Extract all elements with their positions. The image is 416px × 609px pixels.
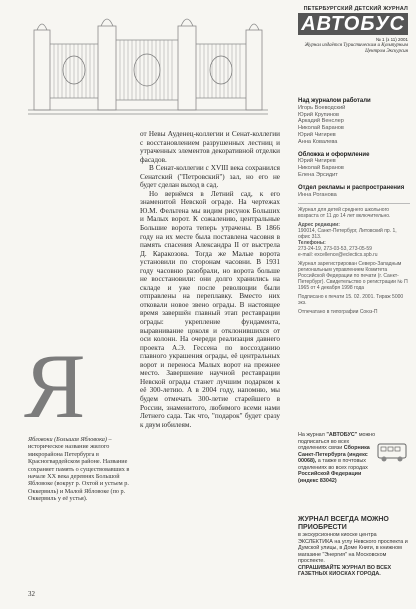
subscription-text: можно подписаться во всех отделениях связи bbox=[298, 432, 376, 451]
subscription-magazine-name: "АВТОБУС" bbox=[326, 432, 358, 438]
article-paragraph: от Невы Ауденец-коллегии и Сенат-коллегии с восстановлением разрушенных лестниц и утраченных элементов декоративной отделки фасадов. bbox=[140, 130, 280, 164]
ads-name: Инна Роганова bbox=[298, 191, 337, 198]
staff-name: Юрий Крупинов bbox=[298, 111, 339, 118]
purchase-promo bbox=[298, 516, 410, 578]
caption-text: – историческое название жилого микрорайона Петербурга в Красногвардейском районе. Название сохраняет память о существовавших в начале XX века деревнях Большой Ябловоке (вокруг р. Охтой и устьем р. Оккервиль) и Малой Ябловоке (по р. Оккервиль у её устья). bbox=[28, 436, 130, 503]
credits-heading: Над журналом работали bbox=[298, 98, 371, 104]
ads-heading: Отдел рекламы и распространения bbox=[298, 184, 405, 191]
article-column bbox=[140, 130, 280, 429]
staff-name: Николай Баранов bbox=[298, 125, 344, 132]
fence-illustration bbox=[28, 6, 268, 118]
caption-term: Ябловоки (Большая Ябловока) bbox=[28, 436, 107, 443]
phones-text: 273-24-19, 273-03-53, 273-05-59 bbox=[298, 246, 372, 253]
magazine-tagline: ПЕТЕРБУРГСКИЙ ДЕТСКИЙ ЖУРНАЛ bbox=[303, 6, 408, 12]
page-number: 32 bbox=[28, 590, 35, 598]
designer-name: Елена Эрсидит bbox=[298, 171, 338, 178]
address-label: Адрес редакции: bbox=[298, 222, 340, 229]
bus-icon bbox=[374, 432, 410, 468]
staff-name: Анна Ковалева bbox=[298, 138, 338, 145]
issue-number: № 1 (з 11) 2001 bbox=[375, 37, 408, 42]
promo-headline: ЖУРНАЛ ВСЕГДА МОЖНО ПРИОБРЕСТИ bbox=[298, 516, 389, 531]
designer-name: Николай Баранов bbox=[298, 165, 344, 172]
print-signed: Подписано к печати 15. 02. 2001. Тираж 5000 экз. bbox=[298, 294, 404, 307]
sidebar-caption bbox=[28, 436, 132, 503]
article-paragraph: Но вернёмся в Летний сад, к его знаменитой Невской ограде. На чертежах Ю.М. Фельтена мы видим рисунок Больших и Малых ворот. К сожалению, центральные Большие ворота теперь утрачены. В 1866 году на их месте была поставлена часовня в память спасения Александра II от выстрела Д. Каракозова. Тогда же Малые ворота установили по сторонам часовни. В 1931 году часовню разобрали, но ворота больше не восстановили: они долго хранились на складе и уже после революции были отправлены на переплавку. Вместо них отковали новое звено ограды. В настоящее время завершён главный этап реставрации ограды: укрепление фундамента, выравнивание цоколя и отклонившихся от оси колонн. На очереди реализация давнего проекта А.Э. Гессена по воссозданию главного украшения ограды, её центральных ворот и переноса Малых ворот на прежнее место. Завершение научной реставрации Невской ограды станет лучшим подарком к её 300-летию. А в 2004 году, напомню, мы будем отмечать 300-летие старейшего в России, знаменитого, любимого всеми нами Летнего сада. Так что, "подарок" будет сразу к двум юбилеям. bbox=[140, 189, 280, 429]
magazine-logo: АВТОБУС bbox=[298, 13, 408, 35]
staff-name: Аркадий Венслер bbox=[298, 118, 344, 125]
email-text: e-mail: excellence@eclectics.spb.ru bbox=[298, 252, 378, 259]
audience-note: Журнал для детей среднего школьного возраста от 11 до 14 лет включительно. bbox=[298, 207, 391, 220]
subscription-text: На журнал bbox=[298, 432, 327, 438]
subscription-catalog: Российской Федерации (индекс 83042) bbox=[298, 471, 362, 484]
credits-column bbox=[298, 92, 410, 315]
address-text: 190014, Санкт-Петербург, Литовский пр. 1, офис 313. bbox=[298, 228, 397, 241]
registration-text: Журнал зарегистрирован Северо-Западным региональным управлением Комитета Российской Федерации по печати (г. Санкт-Петербург). Свидетельство о регистрации № П 1965 от 4 декабря 1998 года bbox=[298, 261, 408, 292]
subscription-info bbox=[298, 432, 378, 484]
staff-name: Юрий Чигирев bbox=[298, 131, 336, 138]
staff-name: Игорь Воеводский bbox=[298, 104, 346, 111]
promo-call-to-action: СПРАШИВАЙТЕ ЖУРНАЛ ВО ВСЕХ ГАЗЕТНЫХ КИОСКАХ ГОРОДА. bbox=[298, 564, 392, 577]
subscription-catalog: Сборника Санкт-Петербурга (индекс 00068), bbox=[298, 445, 370, 464]
printer: Отпечатано в типографии Союз-П bbox=[298, 309, 378, 316]
designer-name: Юрий Чигирев bbox=[298, 158, 336, 165]
design-heading: Обложка и оформление bbox=[298, 151, 370, 158]
drop-cap-letter: Я bbox=[24, 335, 86, 437]
subscription-text: а также в почтовых отделениях во всех городах bbox=[298, 458, 368, 471]
promo-body: в экскурсионном киоске центра ЭКСЛЕКТИКА на углу Невского проспекта и Думской улицы, в Доме Книги, в книжном магазине "Энергия" на Московском проспекте. bbox=[298, 532, 408, 564]
article-paragraph: В Сенат-коллегии с XVIII века сохранился Сенатский ("Петровский") зал, но его не будет сделан выход в сад. bbox=[140, 164, 280, 190]
phones-label: Телефоны: bbox=[298, 240, 326, 247]
publisher-line: Журнал издаётся Туристическим и Культурным Центром Экскурсия bbox=[304, 43, 408, 54]
masthead bbox=[296, 6, 408, 55]
